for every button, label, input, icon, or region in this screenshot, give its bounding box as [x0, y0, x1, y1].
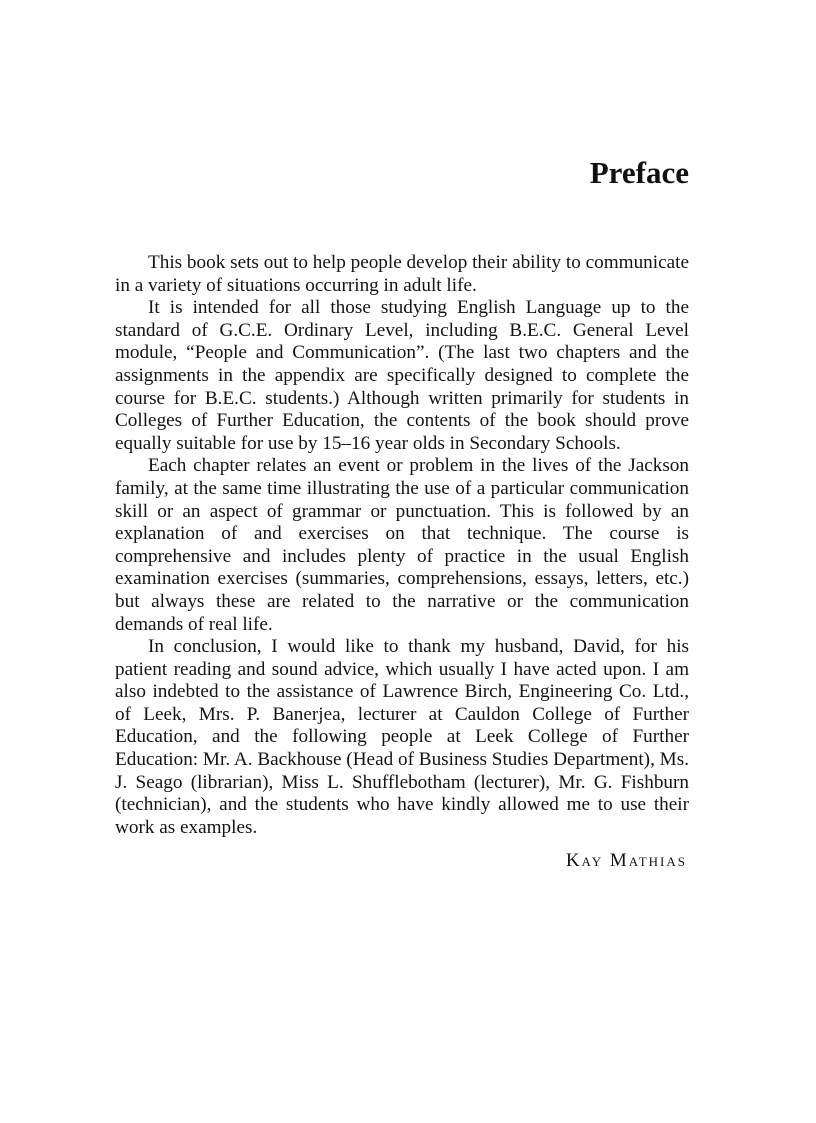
paragraph-2: It is intended for all those studying English Language up to the standard of G.C.E. Ordinary Level, including B.E.C. General Level module, “People and Communication”. (The last two chapters and the assignments in the appendix are specifically designed to complete the course for B.E.C. students.) Although written primarily for students in Colleges of Further Education, the contents of the book should prove equally suitable for use by 15–16 year olds in Secondary Schools.	[115, 297, 689, 454]
paragraph-1: This book sets out to help people develop their ability to communicate in a variety of situations occurring in adult life.	[115, 252, 689, 296]
preface-body	[115, 252, 689, 872]
paragraph-3: Each chapter relates an event or problem in the lives of the Jackson family, at the same time illustrating the use of a particular communication skill or an aspect of grammar or punctuation. This is followed by an explanation of and exercises on that technique. The course is comprehensive and includes plenty of practice in the usual English examination exercises (summaries, comprehensions, essays, letters, etc.) but always these are related to the narrative or the communication demands of real life.	[115, 455, 689, 635]
author-signature: Kay Mathias	[565, 850, 687, 872]
page-title: Preface	[589, 155, 689, 190]
paragraph-4: In conclusion, I would like to thank my husband, David, for his patient reading and sound advice, which usually I have acted upon. I am also indebted to the assistance of Lawrence Birch, Engineering Co. Ltd., of Leek, Mrs. P. Banerjea, lecturer at Cauldon College of Further Education, and the following people at Leek College of Further Education: Mr. A. Backhouse (Head of Business Studies Department), Ms. J. Seago (librarian), Miss L. Shufflebotham (lecturer), Mr. G. Fishburn (technician), and the students who have kindly allowed me to use their work as examples.	[115, 636, 689, 838]
